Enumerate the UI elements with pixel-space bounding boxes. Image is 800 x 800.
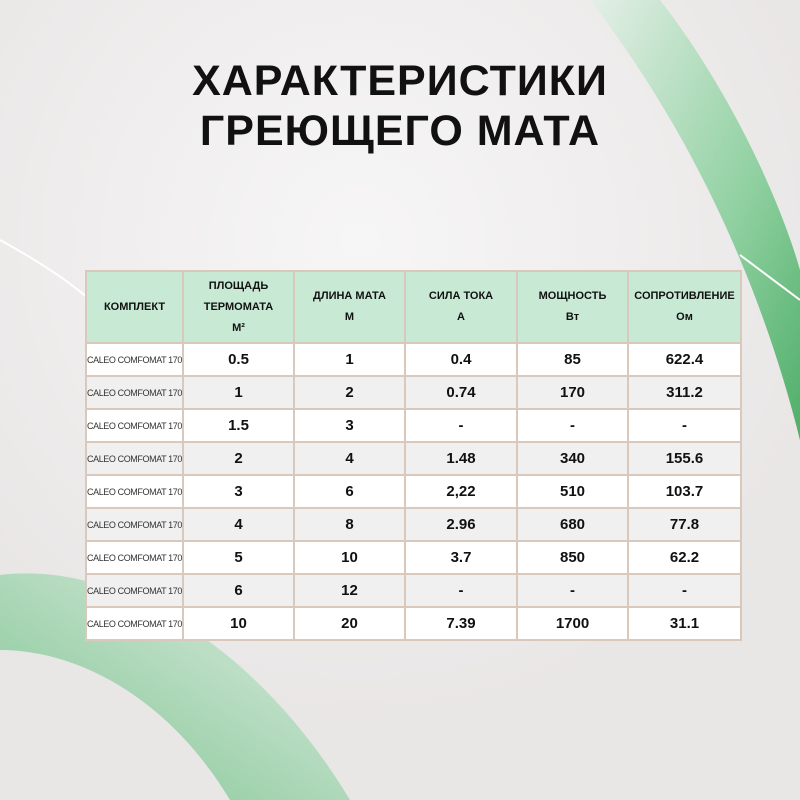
kit-name-cell: CALEO COMFOMAT 170 — [86, 376, 183, 409]
column-header — [86, 271, 183, 343]
column-header-line: СОПРОТИВЛЕНИЕ — [634, 290, 735, 302]
kit-name-cell: CALEO COMFOMAT 170 — [86, 442, 183, 475]
value-cell: 1.5 — [183, 409, 294, 442]
table-header-row — [86, 271, 741, 343]
kit-name-cell: CALEO COMFOMAT 170 — [86, 541, 183, 574]
specs-table — [85, 270, 742, 641]
title-line-1: ХАРАКТЕРИСТИКИ — [192, 57, 608, 105]
kit-name-cell: CALEO COMFOMAT 170 — [86, 508, 183, 541]
column-header — [517, 271, 628, 343]
value-cell: 510 — [517, 475, 628, 508]
column-header-line: СИЛА ТОКА — [428, 290, 494, 302]
value-cell: 2,22 — [405, 475, 517, 508]
kit-name-cell: CALEO COMFOMAT 170 — [86, 574, 183, 607]
column-header-line: МОЩНОСТЬ — [538, 290, 607, 302]
value-cell: 1 — [294, 343, 405, 376]
value-cell: 8 — [294, 508, 405, 541]
column-header — [183, 271, 294, 343]
value-cell: 31.1 — [628, 607, 741, 640]
title-line-2: ГРЕЮЩЕГО МАТА — [199, 107, 601, 155]
value-cell: 3 — [294, 409, 405, 442]
table-row — [86, 343, 741, 376]
column-header-line: ТЕРМОМАТА — [203, 300, 274, 313]
column-header-line: Вт — [565, 311, 580, 323]
value-cell: 1 — [183, 376, 294, 409]
value-cell: - — [405, 574, 517, 607]
kit-name-cell: CALEO COMFOMAT 170 — [86, 409, 183, 442]
value-cell: - — [517, 409, 628, 442]
column-header-line: М² — [232, 321, 245, 334]
value-cell: 7.39 — [405, 607, 517, 640]
value-cell: 3.7 — [405, 541, 517, 574]
table-row — [86, 508, 741, 541]
column-header-line: ДЛИНА МАТА — [313, 290, 386, 302]
value-cell: 170 — [517, 376, 628, 409]
value-cell: 6 — [183, 574, 294, 607]
value-cell: 6 — [294, 475, 405, 508]
column-header-line: КОМПЛЕКТ — [103, 300, 166, 313]
page-title — [0, 56, 800, 156]
value-cell: 850 — [517, 541, 628, 574]
column-header-line: М — [344, 311, 355, 323]
value-cell: 2 — [183, 442, 294, 475]
column-header — [628, 271, 741, 343]
value-cell: 0.5 — [183, 343, 294, 376]
value-cell: 2.96 — [405, 508, 517, 541]
kit-name-cell: CALEO COMFOMAT 170 — [86, 607, 183, 640]
value-cell: 5 — [183, 541, 294, 574]
table-row — [86, 376, 741, 409]
value-cell: 4 — [183, 508, 294, 541]
value-cell: - — [517, 574, 628, 607]
value-cell: 10 — [183, 607, 294, 640]
value-cell: 4 — [294, 442, 405, 475]
value-cell: 622.4 — [628, 343, 741, 376]
kit-name-cell: CALEO COMFOMAT 170 — [86, 343, 183, 376]
value-cell: 12 — [294, 574, 405, 607]
table-row — [86, 409, 741, 442]
table-row — [86, 475, 741, 508]
kit-name-cell: CALEO COMFOMAT 170 — [86, 475, 183, 508]
table-row — [86, 442, 741, 475]
table-row — [86, 574, 741, 607]
column-header — [405, 271, 517, 343]
value-cell: 1.48 — [405, 442, 517, 475]
value-cell: 311.2 — [628, 376, 741, 409]
value-cell: - — [628, 574, 741, 607]
table-row — [86, 541, 741, 574]
column-header-line: ПЛОЩАДЬ — [208, 279, 269, 292]
value-cell: 0.4 — [405, 343, 517, 376]
value-cell: 340 — [517, 442, 628, 475]
table-row — [86, 607, 741, 640]
value-cell: 85 — [517, 343, 628, 376]
value-cell: 155.6 — [628, 442, 741, 475]
value-cell: 3 — [183, 475, 294, 508]
value-cell: 1700 — [517, 607, 628, 640]
value-cell: 2 — [294, 376, 405, 409]
value-cell: - — [628, 409, 741, 442]
column-header-line: А — [457, 311, 465, 323]
value-cell: 20 — [294, 607, 405, 640]
value-cell: - — [405, 409, 517, 442]
value-cell: 62.2 — [628, 541, 741, 574]
column-header — [294, 271, 405, 343]
column-header-line: Ом — [676, 311, 693, 323]
value-cell: 680 — [517, 508, 628, 541]
value-cell: 103.7 — [628, 475, 741, 508]
value-cell: 10 — [294, 541, 405, 574]
value-cell: 0.74 — [405, 376, 517, 409]
value-cell: 77.8 — [628, 508, 741, 541]
